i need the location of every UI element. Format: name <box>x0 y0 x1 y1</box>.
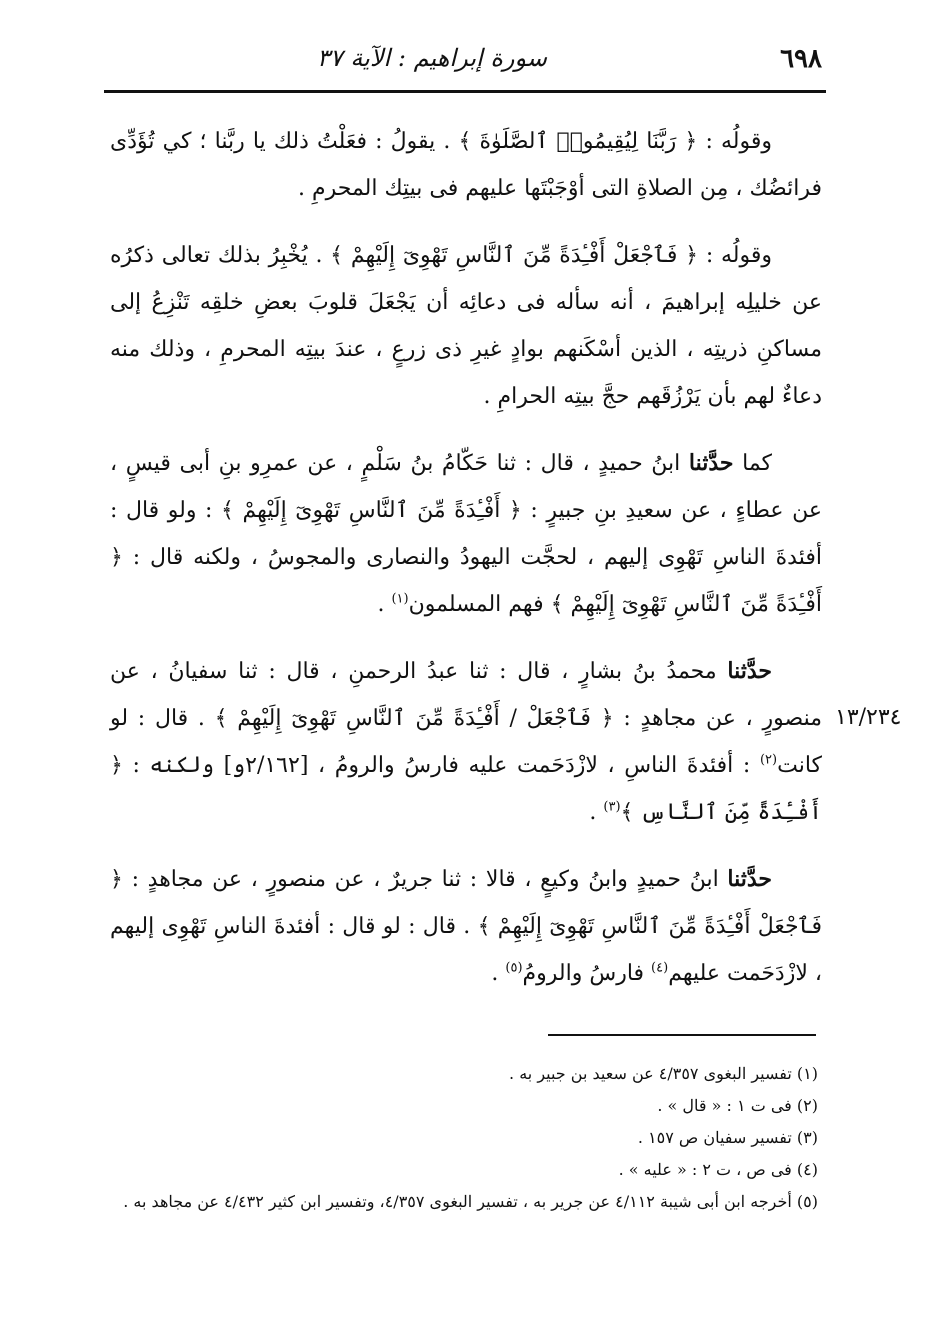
paragraph-3 <box>110 440 822 628</box>
hadith-opening: حدَّثنا <box>727 658 772 684</box>
footnote-3: (٣) تفسير سفيان ص ١٥٧ . <box>637 1128 818 1147</box>
footnote-marker: (١) <box>391 591 409 607</box>
running-title: سورة إبراهيم : الآية ٣٧ <box>316 44 547 72</box>
paragraph-text: ابنُ حميدٍ وابنُ وكيعٍ ، قالا : ثنا جريرٌ ، عن منصورٍ ، عن مجاهدٍ : ﴿ فَٱجْعَلْ أَفْـِٔدَةً مِّنَ ٱلنَّاسِ تَهْوِىٓ إِلَيْهِمْ ﴾ . قال : لو قال : أفئدةَ الناسِ تَهْوِى إليهم ، لازْدَحَمت عليهم <box>110 867 822 986</box>
footnote-2: (٢) فى ت ١ : « قال » . <box>657 1096 818 1115</box>
main-text <box>110 118 822 1017</box>
paragraph-text: وقولُه : ﴿ فَٱجْعَلْ أَفْـِٔدَةً مِّنَ ٱلنَّاسِ تَهْوِىٓ إِلَيْهِمْ ﴾ . يُخْبِرُ بذلك تعالى ذكرُه عن خليلِه إبراهيمَ ، أنه سأله فى دعائِه أن يَجْعَلَ قلوبَ بعضِ خلقِه تَنْزِعُ إلى مساكنِ ذريتِه ، الذين أسْكَنهم بوادٍ غيرِ ذى زرعٍ ، عندَ بيتِه المحرمِ ، وذلك منه دعاءٌ لهم بأن يَرْزُقَهم حجَّ بيتِه الحرامِ . <box>110 243 822 409</box>
paragraph-lead: كما <box>742 451 773 476</box>
footnote-1: (١) تفسير البغوى ٤/٣٥٧ عن سعيد بن جبير به . <box>509 1064 818 1083</box>
hadith-opening: حدَّثنا <box>688 450 734 476</box>
paragraph-text: ابنُ حميدٍ ، قال : ثنا حَكّامُ بنُ سَلْمٍ ، عن عمرِو بنِ أبى قيسٍ ، عن عطاءٍ ، عن سعيدِ بنِ جبيرٍ : ﴿ أَفْـِٔدَةً مِّنَ ٱلنَّاسِ تَهْوِىٓ إِلَيْهِمْ ﴾ : ولو قال : أفئدةَ الناسِ تَهْوِى إليهم ، لحجَّت اليهودُ والنصارى والمجوسُ ، ولكنه قال : ﴿ أَفْـِٔدَةً مِّنَ ٱلنَّاسِ تَهْوِىٓ إِلَيْهِمْ ﴾ فهم المسلمون <box>110 451 822 617</box>
footnote-rule <box>548 1034 816 1036</box>
paragraph-tail: . <box>491 961 499 986</box>
header-rule <box>104 90 826 93</box>
paragraph-text-continued: فارسُ والرومُ <box>522 961 645 986</box>
footnote-5: (٥) أخرجه ابن أبى شيبة ٤/١١٢ عن جرير به ، تفسير البغوى ٤/٣٥٧، وتفسير ابن كثير ٤/٤٣٢ عن مجاهد به . <box>123 1192 818 1211</box>
paragraph-text: وقولُه : ﴿ رَبَّنَا لِيُقِيمُوا۟ ٱلصَّلَوٰةَ ﴾ . يقولُ : فعَلْتُ ذلك يا ربَّنا ؛ كي تُؤَدِّى فرائضُك ، مِن الصلاةِ التى أوْجَبْتَها عليهم فى بيتِك المحرمِ . <box>110 129 822 201</box>
footnote-marker: (٤) <box>651 960 669 976</box>
paragraph-4 <box>110 648 822 836</box>
page-header <box>104 40 822 84</box>
page-number: ٦٩٨ <box>780 44 822 74</box>
footnote-marker: (٢) <box>759 752 778 768</box>
footnote-marker: (٥) <box>505 960 523 976</box>
hadith-opening: حدَّثنا <box>727 866 772 892</box>
margin-reference: ١٣/٢٣٤ <box>835 705 902 730</box>
footnote-marker: (٣) <box>603 799 621 815</box>
paragraph-tail: . <box>377 592 385 617</box>
paragraph-text-continued: : أفئدةَ الناسِ ، لازْدَحَمت عليه فارسُ والرومُ ، [٢/١٦٢و] ولكنه : ﴿ أَفْـِٔدَةً مِّنَ ٱلنَّاسِ ﴾ <box>110 753 822 825</box>
paragraph-5 <box>110 856 822 997</box>
paragraph-1 <box>110 118 822 212</box>
paragraph-2 <box>110 232 822 420</box>
footnote-4: (٤) فى ص ، ت ٢ : « عليه » . <box>618 1160 818 1179</box>
paragraph-text: محمدُ بنُ بشارٍ ، قال : ثنا عبدُ الرحمنِ ، قال : ثنا سفيانُ ، عن منصورٍ ، عن مجاهدٍ : ﴿ فَٱجْعَلْ / أَفْـِٔدَةً مِّنَ ٱلنَّاسِ تَهْوِىٓ إِلَيْهِمْ ﴾ . قال : لو كانت <box>110 659 822 778</box>
paragraph-tail: . <box>589 800 597 825</box>
footnotes <box>106 1058 818 1218</box>
